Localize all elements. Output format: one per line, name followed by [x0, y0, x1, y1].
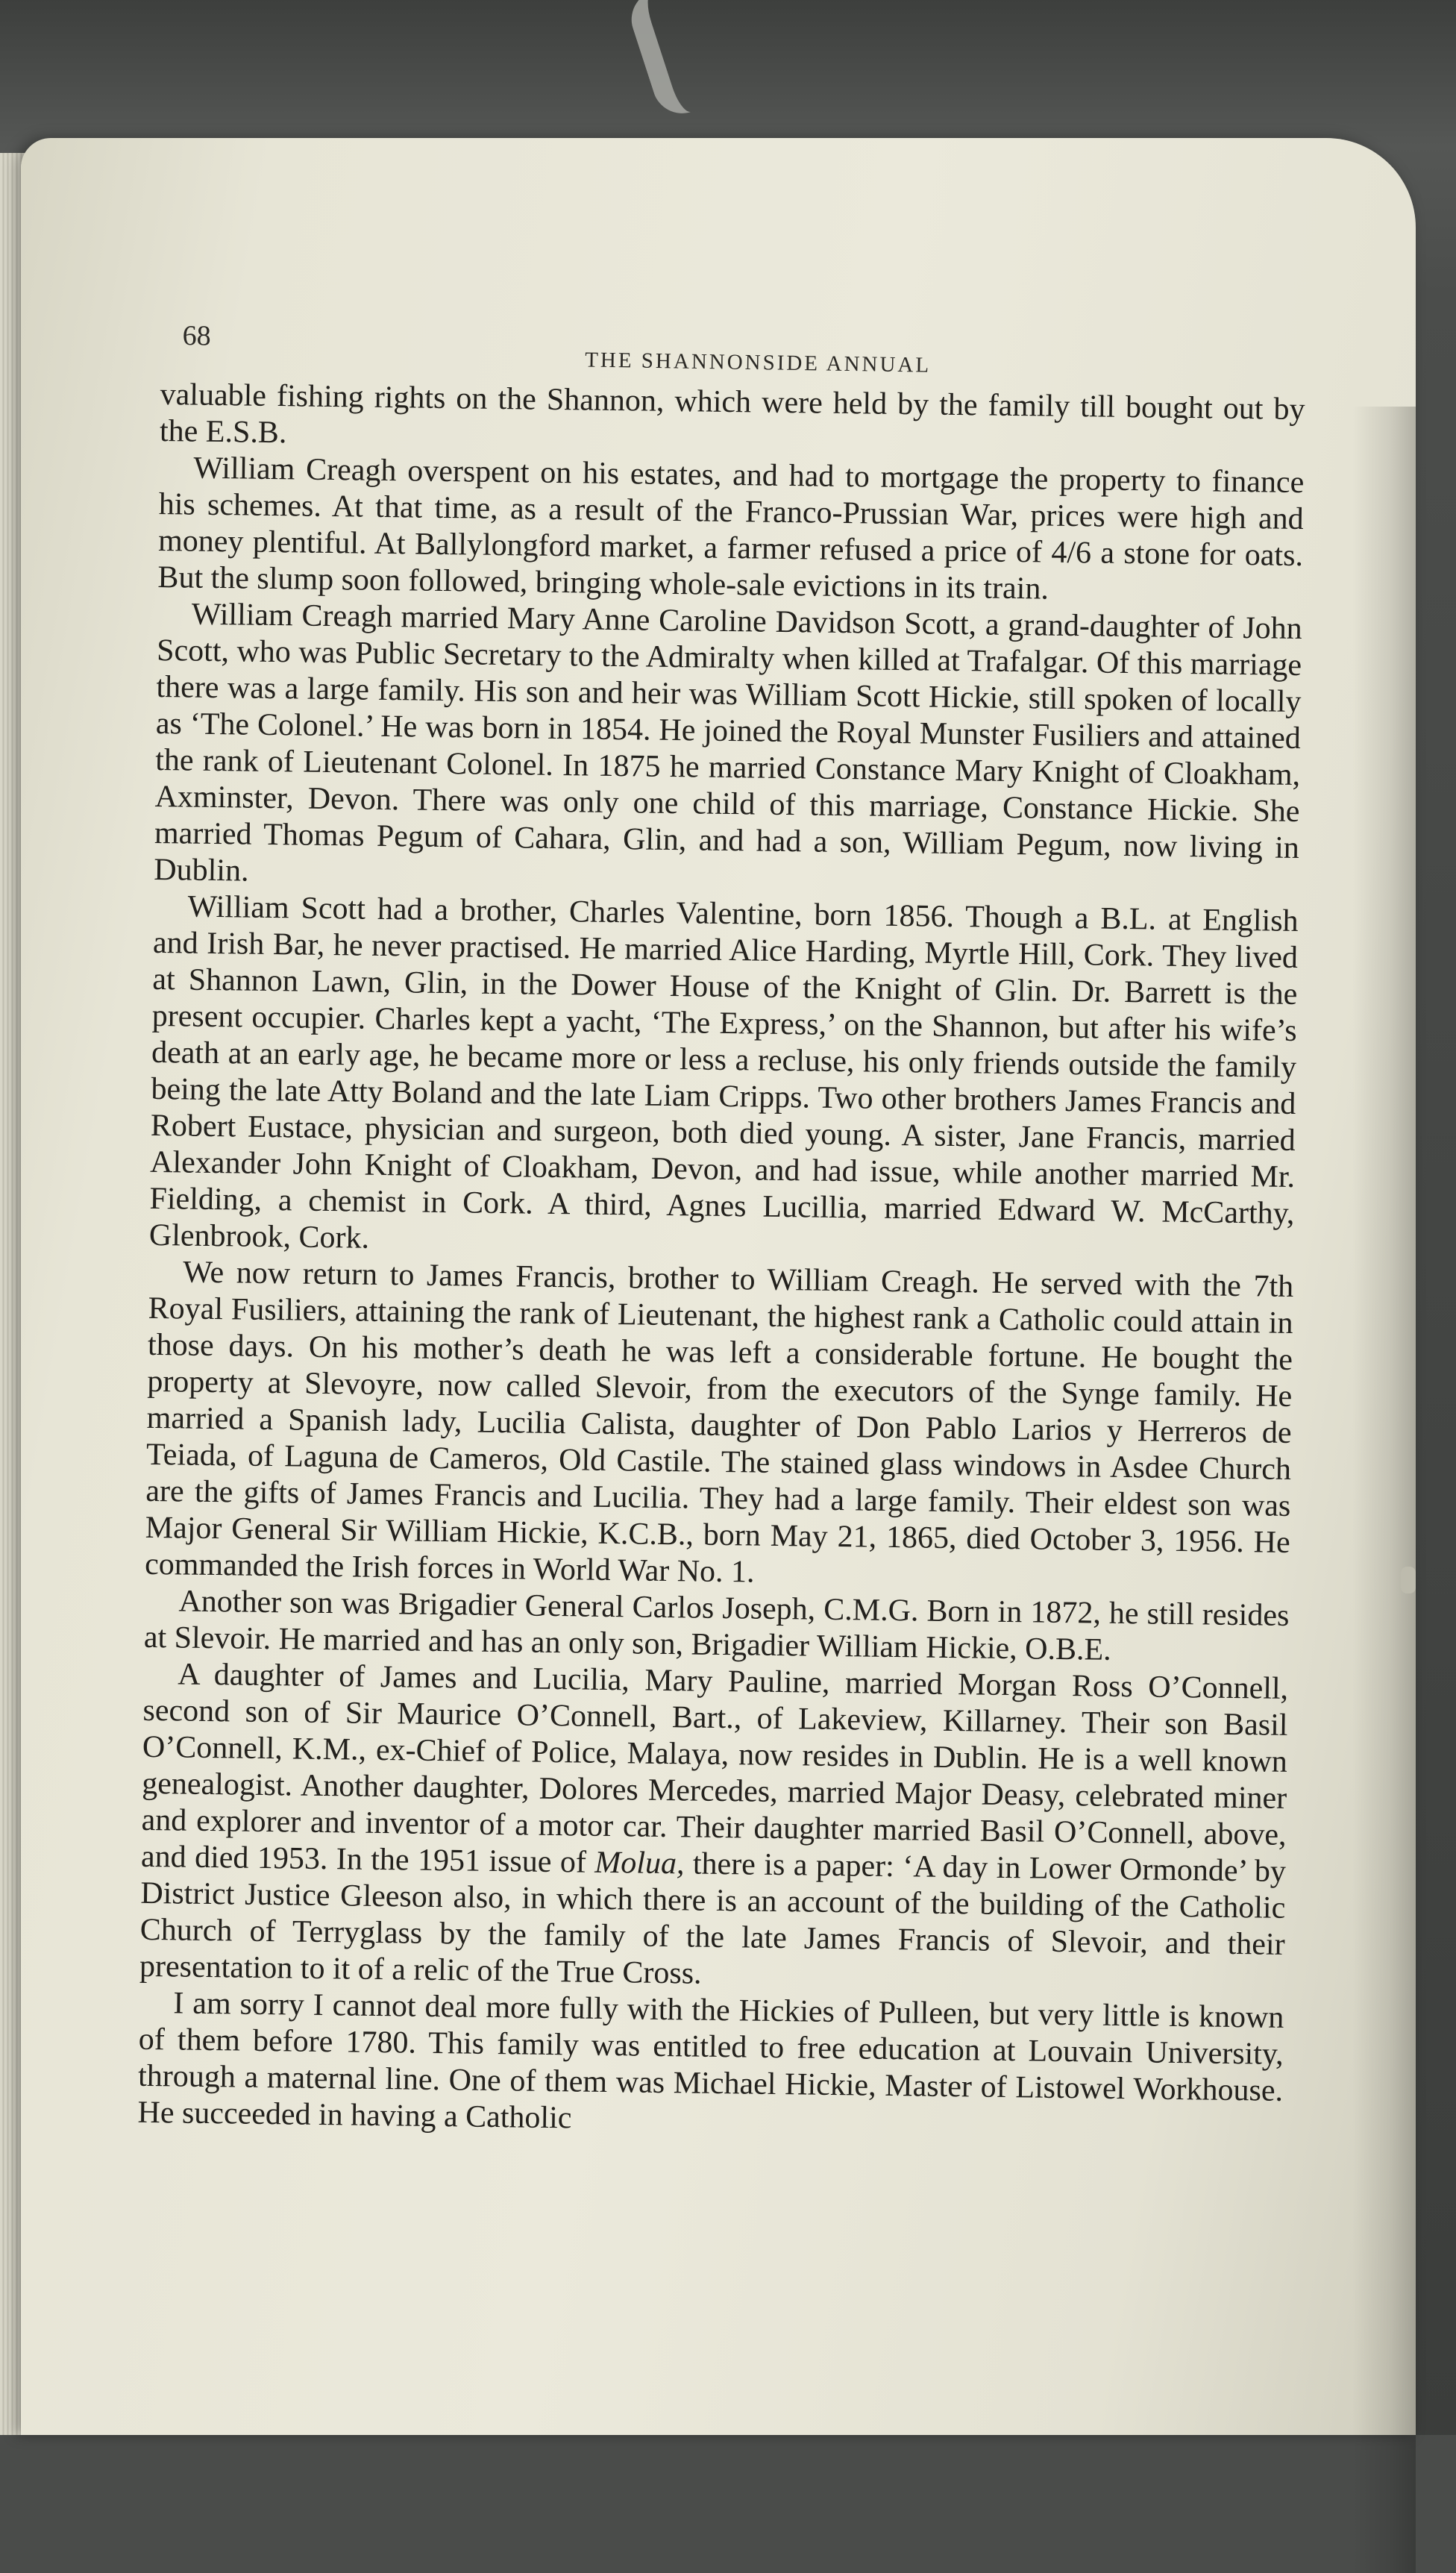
paragraph: William Creagh overspent on his estates, and had to mortgage the property to finance his schemes. At that time, as a result of the Franco-Prussian War, prices were high and money plentiful. At Ballylongford market, a farmer refused a price of 4/6 a stone for oats. But the slump soon followed, bringing whole-sale evictions in its train.: [157, 451, 1305, 607]
paragraph: Another son was Brigadier General Carlos Joseph, C.M.G. Born in 1872, he still resides at Slevoir. He married and has an only son, Brigadier William Hickie, O.B.E.: [143, 1584, 1290, 1667]
running-title: THE SHANNONSIDE ANNUAL: [584, 348, 932, 377]
paragraph: William Scott had a brother, Charles Valentine, born 1856. Though a B.L. at English and Irish Bar, he never practised. He married Alice Harding, Myrtle Hill, Cork. They lived at Shannon Lawn, Glin, in the Dower House of the Knight of Glin. Dr. Barrett is the present occupier. Charles kept a yacht, ‘The Express,’ on the Shannon, but after his wife’s death at an early age, he became more or less a recluse, his only friends outside the family being the late Atty Boland and the late Liam Cripps. Two other brothers James Francis and Robert Eustace, physician and surgeon, both died young. A sister, Jane Francis, married Alexander John Knight of Cloakham, Devon, and had issue, while another married Mr. Fielding, a chemist in Cork. A third, Agnes Lucillia, married Edward W. McCarthy, Glenbrook, Cork.: [148, 889, 1299, 1256]
paragraph: We now return to James Francis, brother to William Creagh. He served with the 7th Royal Fusiliers, attaining the rank of Lieutenant, the highest rank a Catholic could attain in those days. On his mother’s death he was left a considerable fortune. He bought the property at Slevoyre, now called Slevoir, from the executors of the Synge family. He married a Spanish lady, Lucilia Calista, daughter of Don Pablo Larios y Herreros de Teiada, of Laguna de Cameros, Old Castile. The stained glass windows in Asdee Church are the gifts of James Francis and Lucilia. They had a large family. Their eldest son was Major General Sir William Hickie, K.C.B., born May 21, 1865, died October 3, 1956. He commanded the Irish forces in World War No. 1.: [144, 1255, 1294, 1590]
paragraph-text: A daughter of James and Lucilia, Mary Pauline, married Morgan Ross O’Connell, second son of Sir Maurice O’Connell, Bart., of Lakeview, Killarney. Their son Basil O’Connell, K.M., ex-Chief of Police, Malaya, now resides in Dublin. He is a well known genealogist. Another daughter, Dolores Mercedes, married Major Deasy, celebrated miner and explorer and inventor of a motor car. Their daughter married Basil O’Connell, above, and died 1953. In the 1951 issue of: [140, 1657, 1289, 1880]
paragraph: William Creagh married Mary Anne Caroline Davidson Scott, a grand-daughter of John Scott, who was Public Secretary to the Admiralty when killed at Trafalgar. Of this marriage there was a large family. His son and heir was William Scott Hickie, still spoken of locally as ‘The Colonel.’ He was born in 1854. He joined the Royal Munster Fusiliers and attained the rank of Lieutenant Colonel. In 1875 he married Constance Mary Knight of Cloakham, Axminster, Devon. There was only one child of this marriage, Constance Hickie. She married Thomas Pegum of Cahara, Glin, and had a son, William Pegum, now living in Dublin.: [154, 597, 1303, 889]
paragraph: valuable fishing rights on the Shannon, which were held by the family till bought out by the E.S.B.: [159, 377, 1305, 451]
paragraph-text: there is a paper: ‘A day in Lower Ormonde’ by District Justice Gleeson also, in which there is an account of the building of the Catholic Church of Terryglass by the family of the late James Francis of Slevoir, and their presentation to it of a relic of the True Cross.: [139, 1846, 1287, 1991]
page-mark: [1401, 1567, 1416, 1593]
body-text: [137, 377, 1305, 2146]
paragraph: [139, 1656, 1289, 2000]
paragraph: I am sorry I cannot deal more fully with the Hickies of Pulleen, but very little is known of them before 1780. This family was entitled to free education at Louvain University, through a maternal line. One of them was Michael Hickie, Master of Listowel Workhouse. He succeeded in having a Catholic: [137, 1986, 1284, 2136]
page-curl-shadow: [1352, 407, 1416, 2573]
page-number: 68: [182, 319, 211, 352]
journal-title: Molua,: [594, 1845, 685, 1881]
